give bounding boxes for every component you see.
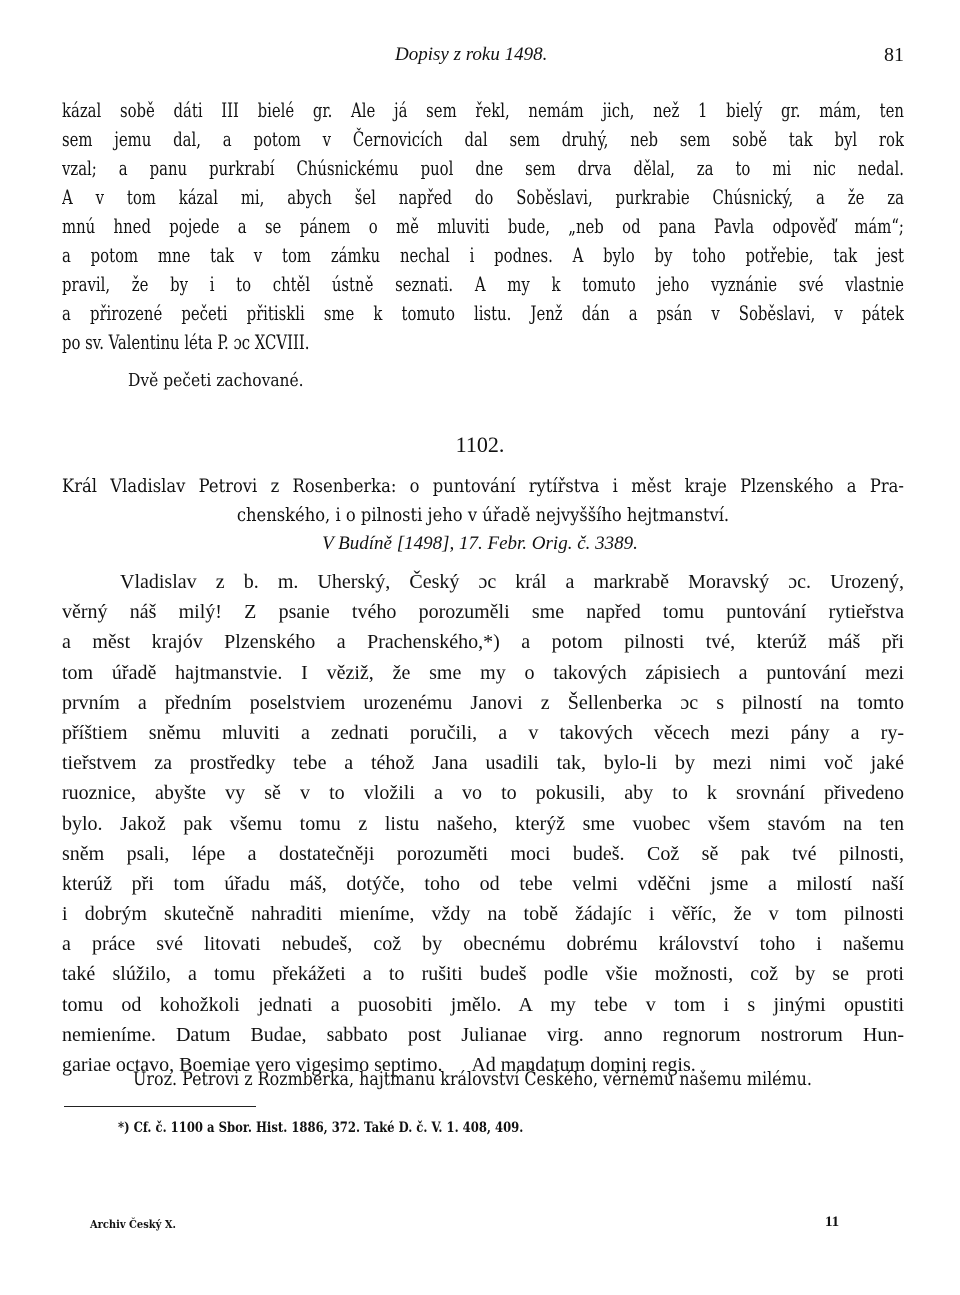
- text-line: tom úřadě hajtmanstvie. I věziž, že sme my o takových zápisiech a puntování mezi: [62, 661, 904, 684]
- text-line: příštiem sněmu mluviti a zednati poručili, a v takových věcech mezi pány a ry-: [62, 721, 904, 744]
- text-line: A v tom kázal mi, abych šel napřed do Soběslavi, purkrabie Chúsnický, a že za: [62, 186, 904, 209]
- text-line: prvním a předním poselstviem urozenému Janovi z Šellenberka ɔc s pilností na tomto: [62, 691, 904, 714]
- text-line: tomu od kohožkoli jednati a puosobiti jmělo. A my tebe v tom i s jinými opustiti: [62, 993, 904, 1016]
- running-head: [0, 44, 960, 72]
- regest-line: Král Vladislav Petrovi z Rosenberka: o puntování rytířstva i měst kraje Plzenského a Pra-: [62, 475, 904, 497]
- text-line: sem jemu dal, a potom v Černovicích dal sem druhý, neb sem sobě tak byl rok: [62, 128, 904, 151]
- regest: [62, 472, 904, 530]
- sheet-signature: 11: [825, 1214, 840, 1230]
- text-line: a měst krajóv Plzenského a Prachenského,*) a potom pilnosti tvé, kterúž máš při: [62, 631, 904, 654]
- text-line: mnú hned pojede a se pánem o mě mluviti bude, „neb od pana Pavla odpověď mám“;: [62, 215, 904, 238]
- text-line: po sv. Valentinu léta P. ɔc XCVIII.: [62, 331, 310, 354]
- text-line: věrný náš milý! Z psanie tvého porozuměli sme napřed tomu puntování rytieřstva: [62, 601, 904, 624]
- text-line: a práce své litovati nebudeš, což by obecnému dobrému království toho i našemu: [62, 933, 904, 956]
- text-line: sněm psali, lépe a dostatečněji porozuměti moci budeš. Což sě pak tvé pilnosti,: [62, 842, 904, 865]
- text-line: Vladislav z b. m. Uherský, Český ɔc král a markrabě Moravský ɔc. Urozený,: [120, 571, 904, 593]
- text-line: i dobrým skutečně nahraditi mieníme, vždy na tobě žádajíc i věříc, že v tom pilnosti: [62, 903, 904, 926]
- document-number: 1102.: [455, 432, 505, 457]
- text-line: bylo. Jakož pak všemu tomu z listu našeho, kterýž sme vuobec všem stavóm na ten: [62, 812, 904, 835]
- regest-line: chenského, i o pilnosti jeho v úřadě nejvyššího hejtmanství.: [236, 504, 730, 526]
- running-title: Dopisy z roku 1498.: [395, 44, 548, 65]
- text-line: ruoznice, abyšte vy sě v to vložili a vo to pokusili, aby to k srovnání přivedeno: [62, 782, 904, 805]
- address-line: Uroz. Petrovi z Rozmberka, hajtmanu království Českého, věrnému našemu milému.: [133, 1069, 812, 1090]
- text-line: tieřstvem za prostředky tebe a téhož Jana usadili tak, bylo-li by mezi nimi voč jaké: [62, 752, 904, 775]
- text-line: kázal sobě dáti III bielé gr. Ale já sem řekl, nemám jich, než 1 bielý gr. mám, ten: [62, 99, 904, 122]
- printer-signature: Archiv Český X.: [90, 1217, 176, 1231]
- footnote: *) Cf. č. 1100 a Sbor. Hist. 1886, 372. Také D. č. V. 1. 408, 409.: [118, 1120, 524, 1136]
- page-number: 81: [884, 44, 904, 66]
- text-line: a potom mne tak v tom zámku nechal i podnes. A bylo by toho potřebie, tak jest: [62, 244, 904, 267]
- dating-line: V Budíně [1498], 17. Febr. Orig. č. 3389.: [322, 533, 638, 554]
- text-line: a přirozené pečeti přitiskli sme k tomuto listu. Jenž dán a psán v Soběslavi, v pátek: [62, 302, 904, 325]
- text-line: gariae octavo, Boemiae vero vigesimo septimo. Ad mandatum domini regis.: [62, 1054, 696, 1076]
- text-line: kterúž při tom úřadu máš, dotýče, toho od tebe velmi vděčni jsme a milostí naší: [62, 872, 904, 895]
- text-line: také slúžilo, a tomu překážeti a to rušiti budeš podle všie možnosti, což by se proti: [62, 963, 904, 986]
- text-line: pravil, že by i to chtěl ústně seznati. A my k tomuto jeho vyznánie své vlastnie: [62, 273, 904, 296]
- text-line: nemieníme. Datum Budae, sabbato post Julianae virg. anno regnorum nostrorum Hun-: [62, 1023, 904, 1046]
- seal-note: Dvě pečeti zachované.: [128, 370, 304, 391]
- text-line: vzal; a panu purkrabí Chúsnickému puol dne sem drva dělal, za to mi nic nedal.: [62, 157, 904, 180]
- previous-letter-text: [62, 96, 904, 357]
- letter-text: [62, 567, 904, 1080]
- footnote-rule: [64, 1106, 256, 1107]
